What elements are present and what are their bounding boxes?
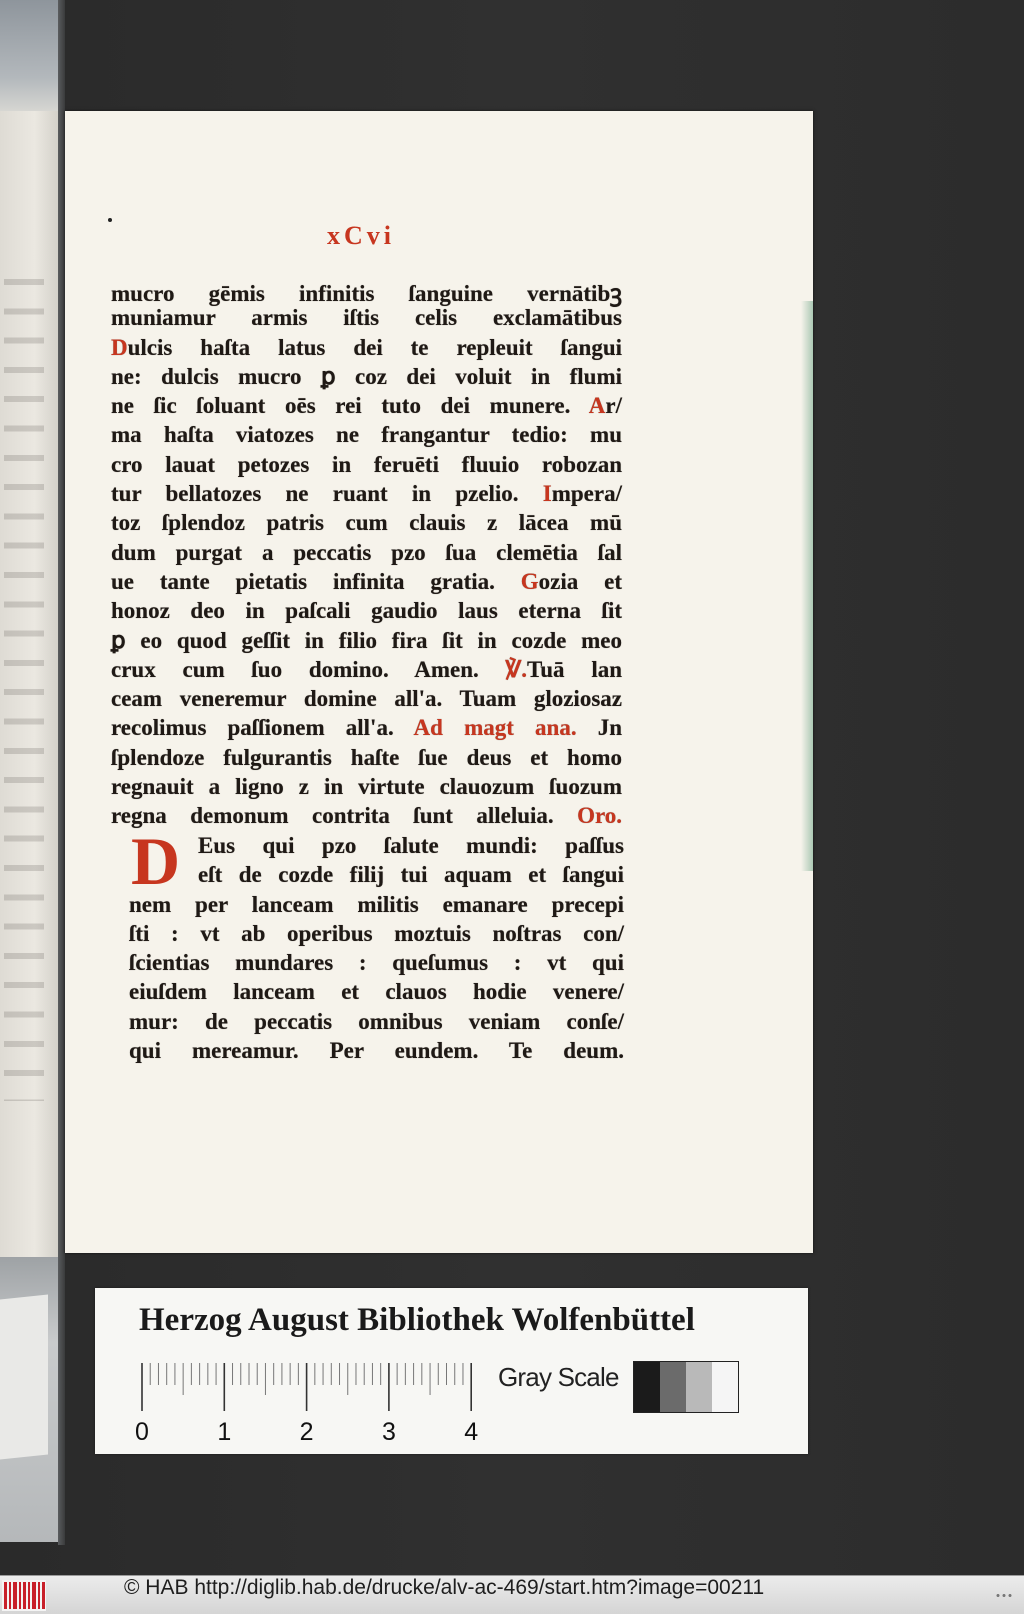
logo-bar (9, 1582, 11, 1609)
ruler-number: 0 (135, 1418, 149, 1446)
text-segment: ne ſic ſoluant oēs rei tuto dei munere. (111, 393, 589, 419)
text-line (111, 335, 622, 364)
text-line (129, 892, 624, 921)
rubric-text: G (520, 568, 539, 594)
text-line (129, 950, 624, 979)
text-line (111, 481, 622, 510)
ruler-number: 2 (299, 1418, 314, 1446)
text-segment: ceam veneremur domine all'a. Tuam gloziosaz (111, 686, 622, 712)
text-segment: eiuſdem lanceam et clauos hodie venere/ (129, 979, 624, 1005)
text-line (111, 569, 622, 598)
text-line (111, 774, 622, 803)
logo-bar (19, 1582, 21, 1609)
gray-swatch (712, 1362, 738, 1412)
previous-calibration-card-edge (0, 1257, 58, 1542)
text-segment: Eus qui pzo ſalute mundi: paſſus (198, 833, 624, 858)
footer-bar (0, 1575, 1024, 1614)
text-segment: ozia et (538, 568, 623, 594)
gray-swatch (634, 1362, 660, 1412)
text-segment: dum purgat a peccatis pzo ſua clemētia ſal (111, 539, 622, 565)
gray-swatch (686, 1362, 712, 1412)
text-line (111, 364, 622, 393)
text-line (111, 715, 622, 744)
text-segment: honoz deo in paſcali gaudio laus eterna ſit (111, 598, 622, 624)
text-line (111, 510, 622, 539)
calibration-card (95, 1288, 808, 1454)
book-gutter (58, 0, 65, 1545)
gray-swatch (660, 1362, 686, 1412)
rubric-text: D (111, 334, 128, 360)
rubric-text: ℣. (505, 656, 528, 682)
logo-bar (38, 1582, 40, 1609)
gray-scale-label: Gray Scale (498, 1362, 619, 1392)
text-line (129, 921, 624, 950)
text-line (111, 422, 622, 451)
text-segment: ulcis haſta latus dei te repleuit ſangui (127, 334, 622, 360)
page-edge-tint (801, 301, 813, 871)
ruler-number: 4 (464, 1418, 479, 1446)
text-line (111, 276, 622, 305)
folio-number: xCvi (327, 221, 395, 250)
text-segment: ſti : vt ab operibus moztuis noſtras con/ (129, 920, 624, 946)
logo-bar (13, 1582, 17, 1609)
logo-bar (4, 1582, 7, 1609)
rubric-text: Ad magt ana. (413, 715, 577, 741)
text-segment: cro lauat petozes in feruēti fluuio robozan (111, 451, 622, 477)
hab-logo-icon (2, 1580, 46, 1611)
text-segment: ꝑ eo quod geſſit in filio fira ſit in cozde meo (111, 627, 622, 653)
text-segment: ma haſta viatozes ne frangantur tedio: mu (111, 422, 622, 448)
text-segment: r/ (605, 393, 622, 419)
gray-scale-strip (633, 1361, 739, 1413)
ruler-number: 3 (381, 1418, 396, 1446)
copyright-url: © HAB http://diglib.hab.de/drucke/alv-ac-469/start.htm?image=00211 (124, 1576, 765, 1599)
centimeter-ruler (141, 1363, 486, 1413)
text-line (129, 1038, 624, 1067)
text-line (129, 979, 624, 1008)
main-text-block (111, 276, 622, 833)
text-line (111, 540, 622, 569)
text-segment: toz ſplendoz patris cum clauis z lācea mū (111, 510, 622, 536)
text-line (198, 862, 624, 891)
text-line (111, 305, 622, 334)
text-segment: mucro gēmis infinitis ſanguine vernātibꝫ (111, 281, 622, 306)
text-segment: ne: dulcis mucro ꝑ coz dei voluit in flumi (111, 363, 622, 389)
logo-bar (28, 1582, 30, 1609)
text-segment: recolimus paſſionem all'a. (111, 715, 414, 741)
text-line (111, 393, 622, 422)
text-segment: Tuā lan (527, 656, 623, 682)
rubric-text: A (588, 393, 606, 419)
logo-bar (32, 1582, 36, 1609)
text-segment: qui mereamur. Per eundem. Te deum. (129, 1038, 624, 1064)
ruler-number: 1 (217, 1418, 232, 1446)
text-line (129, 1009, 624, 1038)
text-segment: crux cum ſuo domino. Amen. (111, 656, 506, 682)
text-segment: ue tante pietatis infinita gratia. (111, 568, 521, 594)
previous-page-edge (0, 111, 58, 1257)
text-segment: mur: de peccatis omnibus veniam conſe/ (129, 1008, 624, 1034)
card-fragment (0, 1294, 48, 1459)
text-line (111, 803, 622, 832)
text-segment: regna demonum contrita ſunt alleluia. (111, 803, 578, 829)
drop-cap-initial: D (131, 823, 181, 899)
library-name: Herzog August Bibliothek Wolfenbüttel (139, 1302, 695, 1338)
text-segment: muniamur armis iſtis celis exclamātibus (111, 305, 622, 331)
book-page (65, 111, 813, 1253)
ink-speck (108, 218, 112, 222)
text-segment: mpera/ (551, 481, 622, 507)
logo-bar (42, 1582, 45, 1609)
text-segment: Jn (576, 715, 622, 741)
text-segment: regnauit a ligno z in virtute clauozum ſuozum (111, 774, 622, 800)
rubric-text: Oro. (577, 803, 622, 829)
options-icon[interactable] (995, 1593, 1013, 1598)
text-segment: eſt de cozde filij tui aquam et ſangui (198, 862, 624, 888)
text-line (111, 452, 622, 481)
text-line (111, 745, 622, 774)
logo-bar (23, 1582, 26, 1609)
text-line (111, 628, 622, 657)
text-line (111, 657, 622, 686)
text-line (111, 686, 622, 715)
text-segment: ſcientias mundares : queſumus : vt qui (129, 950, 624, 976)
text-line (111, 598, 622, 627)
facing-page-top (0, 0, 58, 111)
text-segment: nem per lanceam militis emanare precepi (129, 891, 624, 917)
collect-text-block (129, 823, 624, 1067)
rubric-text: I (542, 481, 552, 507)
text-segment: tur bellatozes ne ruant in pzelio. (111, 481, 543, 507)
text-line (198, 833, 624, 862)
text-segment: ſplendoze fulgurantis haſte ſue deus et homo (111, 744, 622, 770)
